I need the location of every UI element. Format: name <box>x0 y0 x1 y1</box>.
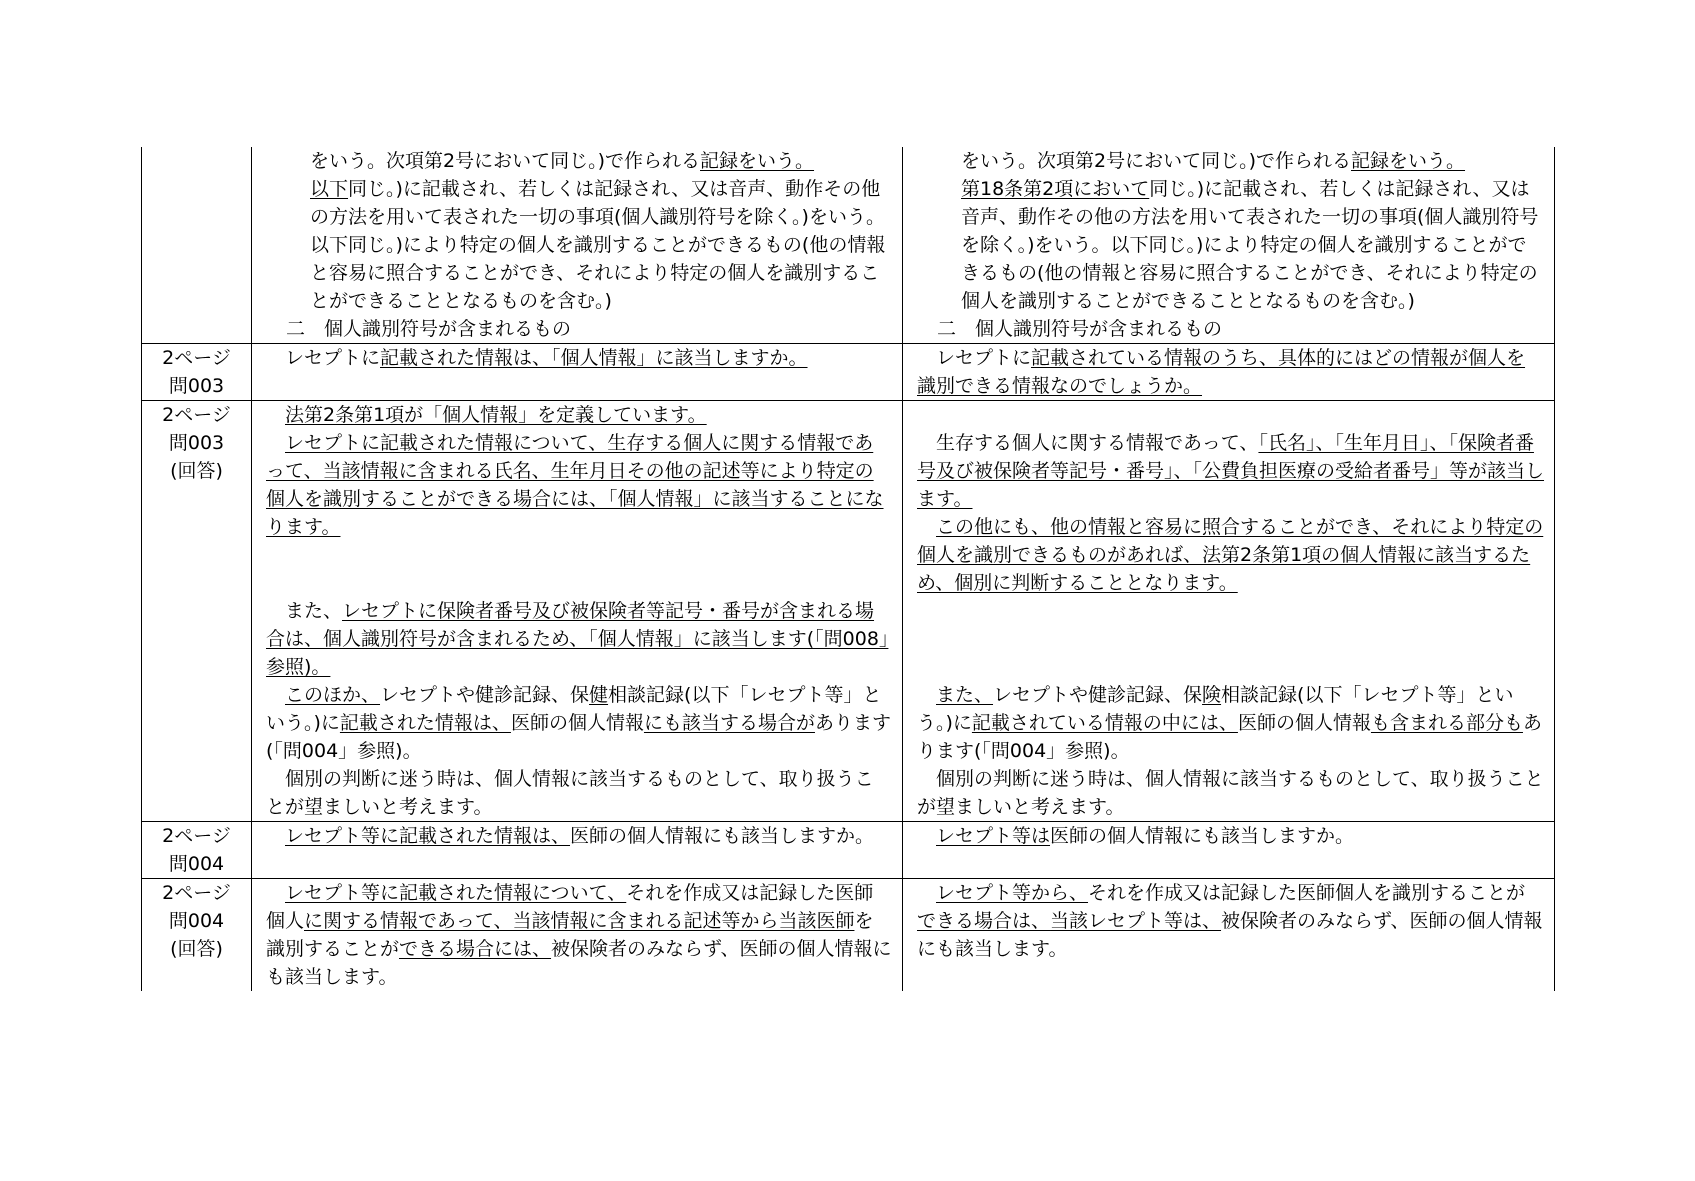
text-run: をいう。次項第2号において同じ。)で作られる <box>961 150 1352 172</box>
page-ref: 2ページ <box>162 825 231 847</box>
spacer <box>917 401 1544 429</box>
text-run: レセプトに <box>285 347 381 369</box>
text-run: 二 個人識別符号が含まれるもの <box>937 318 1223 340</box>
question-ref: 問004 <box>168 853 225 875</box>
paragraph <box>266 765 892 821</box>
underlined-text-run: 記録をいう。 <box>1351 150 1466 172</box>
table-row <box>142 879 1555 992</box>
underlined-text-run: できる場合には、 <box>399 938 552 960</box>
answer-tag: (回答) <box>170 460 223 482</box>
item-heading <box>917 315 1544 343</box>
text-run: 相談記録(以下「レセプト等」という。)に <box>917 684 1514 734</box>
paragraph <box>917 765 1544 821</box>
paragraph <box>917 879 1544 963</box>
reference-cell <box>142 822 252 879</box>
paragraph <box>917 344 1544 400</box>
text-run: 生存する個人に関する情報であって、 <box>936 432 1259 454</box>
original-text-cell <box>903 401 1555 822</box>
original-text-cell <box>903 147 1555 344</box>
text-run: 被保険者のみならず、医師の個人情報にも該当します。 <box>917 910 1543 960</box>
original-text-cell <box>903 879 1555 992</box>
text-run: また、 <box>285 600 343 622</box>
paragraph <box>917 147 1544 175</box>
text-run: 二 個人識別符号が含まれるもの <box>286 318 572 340</box>
comparison-table <box>141 147 1555 991</box>
paragraph <box>266 822 892 850</box>
paragraph <box>266 429 892 541</box>
text-run: 医師の個人情報にも該当しますか。 <box>570 825 875 847</box>
underlined-text-run: レセプト等に記載された情報は、 <box>285 825 571 847</box>
paragraph <box>917 513 1544 597</box>
text-run: レセプトや健診記録、保 <box>380 684 590 706</box>
page-ref: 2ページ <box>162 404 231 426</box>
underlined-text-run: 記載されている情報の中には、 <box>971 712 1238 734</box>
underlined-text-run: この他にも、他の情報と容易に照合することができ、それにより特定の個人を識別できるものがあれば、法第2条第1項の個人情報に該当するため、個別に判断することとなります。 <box>917 516 1544 594</box>
underlined-text-run: 記録をいう。 <box>700 150 815 172</box>
underlined-text-run: 健 <box>589 684 609 706</box>
text-run: 個別の判断に迷う時は、個人情報に該当するものとして、取り扱うことが望ましいと考えます。 <box>266 768 874 818</box>
spacer <box>266 541 892 597</box>
text-run: 医師の個人情報にも該当しますか。 <box>1050 825 1355 847</box>
underlined-text-run: レセプト等に記載された情報について、 <box>285 882 627 904</box>
table-row <box>142 147 1555 344</box>
revised-text-cell <box>252 879 903 992</box>
spacer <box>917 597 1544 681</box>
paragraph <box>266 597 892 681</box>
page-ref: 2ページ <box>162 882 231 904</box>
text-run: 個別の判断に迷う時は、個人情報に該当するものとして、取り扱うことが望ましいと考えます。 <box>917 768 1544 818</box>
text-run: 被保険者のみならず、医師の個人情報にも該当します。 <box>266 938 892 988</box>
text-run: レセプトや健診記録、保 <box>993 684 1203 706</box>
table-row <box>142 401 1555 822</box>
underlined-text-run: できる場合は、 <box>917 910 1051 932</box>
paragraph <box>917 175 1544 315</box>
text-run: レセプトに <box>936 347 1032 369</box>
underlined-text-run: レセプトに保険者番号及び被保険者等記号・番号が含まれる場合は、個人識別符号が含まれるため、「個人情報」に該当します(「問008」参照)。 <box>266 600 889 678</box>
text-run: 同じ。)に記載され、若しくは記録され、又は音声、動作その他の方法を用いて表された一切の事項(個人識別符号を除く。)をいう。以下同じ。)により特定の個人を識別することができるもの(他の情報と容易に照合することができ、それにより特定の個人を識別することができることとなるものを含む。) <box>961 178 1539 312</box>
original-text-cell <box>903 822 1555 879</box>
underlined-text-run: も含まれる部分も <box>1370 712 1523 734</box>
reference-cell <box>142 147 252 344</box>
text-run: それを作成又は記録した医師個人を識別することが <box>1088 882 1526 904</box>
paragraph <box>266 879 892 991</box>
item-heading <box>266 315 892 343</box>
question-ref: 問003 <box>168 432 225 454</box>
question-ref: 問003 <box>168 375 225 397</box>
revised-text-cell <box>252 344 903 401</box>
text-run: をいう。次項第2号において同じ。)で作られる <box>310 150 701 172</box>
revised-text-cell <box>252 401 903 822</box>
paragraph <box>266 175 892 315</box>
page-ref: 2ページ <box>162 347 231 369</box>
text-run: 相談記録(以下「レセプト等」という。)に <box>266 684 882 734</box>
text-run: 医師の個人情報 <box>1237 712 1371 734</box>
underlined-text-run: にも該当する場合が <box>643 712 815 734</box>
table-row <box>142 822 1555 879</box>
revised-text-cell <box>252 147 903 344</box>
underlined-text-run: 以下 <box>310 178 349 200</box>
reference-cell <box>142 344 252 401</box>
answer-tag: (回答) <box>170 938 223 960</box>
underlined-text-run: 「氏名」、「生年月日」、「保険者番号及び被保険者等記号・番号」、「公費負担医療の受給者番号」等が該当します。 <box>917 432 1545 510</box>
underlined-text-run: レセプト等は <box>936 825 1051 847</box>
underlined-text-run: レセプト等から、 <box>936 882 1089 904</box>
underlined-text-run: 当該レセプト等は、 <box>1050 910 1222 932</box>
text-run: 医師の個人情報 <box>510 712 644 734</box>
underlined-text-run: 記載された情報は、 <box>339 712 511 734</box>
reference-cell <box>142 401 252 822</box>
paragraph <box>266 401 892 429</box>
text-run: あります(「問004」参照)。 <box>266 712 891 762</box>
paragraph <box>266 147 892 175</box>
underlined-text-run: 法第2条第1項が「個人情報」を定義しています。 <box>285 404 707 426</box>
table-row <box>142 344 1555 401</box>
text-run: を識別することが <box>266 910 874 960</box>
underlined-text-run: 記載されている情報のうち、具体的にはどの情報が個人を識別できる情報なのでしょうか。 <box>917 347 1526 397</box>
underlined-text-run: このほか、 <box>285 684 381 706</box>
underlined-text-run: 記載された情報は、「個人情報」に該当しますか。 <box>380 347 808 369</box>
text-run: あります(「問004」参照)。 <box>917 712 1542 762</box>
text-run: 同じ。)に記載され、若しくは記録され、又は音声、動作その他の方法を用いて表された一切の事項(個人識別符号を除く。)をいう。以下同じ。)により特定の個人を識別することができるもの(他の情報と容易に照合することができ、それにより特定の個人を識別することができることとなるものを含む。) <box>310 178 886 312</box>
underlined-text-run: 第18条第2項において <box>961 178 1150 200</box>
paragraph <box>917 681 1544 765</box>
revised-text-cell <box>252 822 903 879</box>
paragraph <box>266 344 892 372</box>
underlined-text-run: 険 <box>1202 684 1222 706</box>
paragraph <box>917 429 1544 513</box>
paragraph <box>266 681 892 765</box>
original-text-cell <box>903 344 1555 401</box>
question-ref: 問004 <box>168 910 225 932</box>
underlined-text-run: また、 <box>936 684 994 706</box>
paragraph <box>917 822 1544 850</box>
text-run: それを作成又は記録した医師個人 <box>266 882 874 932</box>
underlined-text-run: レセプトに記載された情報について、生存する個人に関する情報であって、当該情報に含まれる氏名、生年月日その他の記述等により特定の個人を識別することができる場合には、「個人情報」に該当することになります。 <box>266 432 884 538</box>
underlined-text-run: に関する情報であって、当該情報に含まれる記述等から当該医師 <box>304 910 855 932</box>
reference-cell <box>142 879 252 992</box>
